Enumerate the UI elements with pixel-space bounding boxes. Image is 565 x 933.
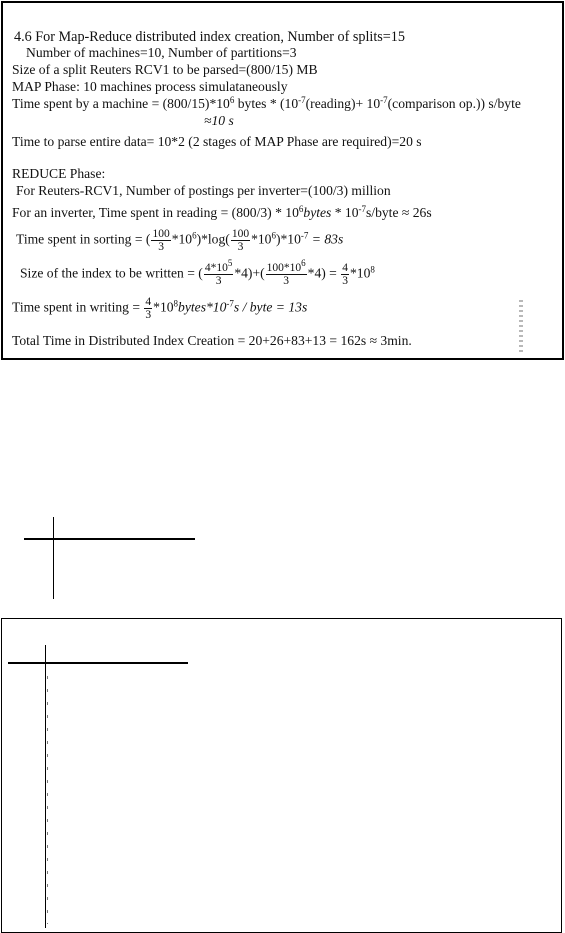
reading-time: For an inverter, Time spent in reading = $(800/3) * 10^6bytes$ * $10^{-7}s$/byte ≈ 26s [12,204,432,220]
postings-per-inverter: For Reuters-RCV1, Number of postings per inverter=(100/3) million [16,183,391,198]
fraction: $\frac{4*10^5}{3}$ [204,258,233,287]
t-chart-horizontal-line [24,538,195,540]
scan-artifact [519,300,523,354]
map-time-per-machine: Time spent by a machine = $(800/15)*10^6$ bytes * ($10^{-7}(reading)+$ $10^{-7}(comparison$ op.)) s/byte [12,95,521,111]
t-chart-vertical-line [53,517,54,599]
blank-ledger-box [1,618,562,933]
index-size: Size of the index to be written = ( $\frac{4*10^5}{3}$ *4)+( $\frac{100*10^6}{3}$ *4) = $\frac{4}{3}$ $*10^8$ [20,258,375,287]
fraction: $\frac{100}{3}$ [231,228,250,253]
sorting-time: Time spent in sorting = ( $\frac{100}{3}$ $*10^6)*\log$( $\frac{100}{3}$ $*10^6)*10^{-7} = 83s$ [16,228,344,253]
total-time: Total Time in Distributed Index Creation = 20+26+83+13 = 162s ≈ 3min. [12,333,412,348]
given-machines-partitions: Number of machines=10, Number of partitions=3 [26,45,297,60]
problem-heading: 4.6 For Map-Reduce distributed index creation, Number of splits=15 [14,29,405,45]
parse-total-time: Time to parse entire data= 10*2 (2 stages of MAP Phase are required)=20 s [12,134,422,149]
fraction: $\frac{4}{3}$ [342,262,348,287]
map-time-result: ≈10 s [204,113,234,128]
map-phase-heading: MAP Phase: 10 machines process simulataneously [12,79,288,94]
ledger-horizontal-line [8,662,188,664]
split-size: Size of a split Reuters RCV1 to be parsed=(800/15) MB [12,62,318,77]
ledger-vertical-line [45,645,46,928]
ledger-tick-marks [47,676,48,924]
fraction: $\frac{100*10^6}{3}$ [266,258,306,287]
reduce-phase-heading: REDUCE Phase: [12,166,106,181]
fraction: $\frac{100}{3}$ [152,228,170,253]
fraction: $\frac{4}{3}$ [145,296,152,321]
writing-time: Time spent in writing = $\frac{4}{3}$ $*10^8bytes*10^{-7}s$ / byte = 13s [12,296,308,321]
